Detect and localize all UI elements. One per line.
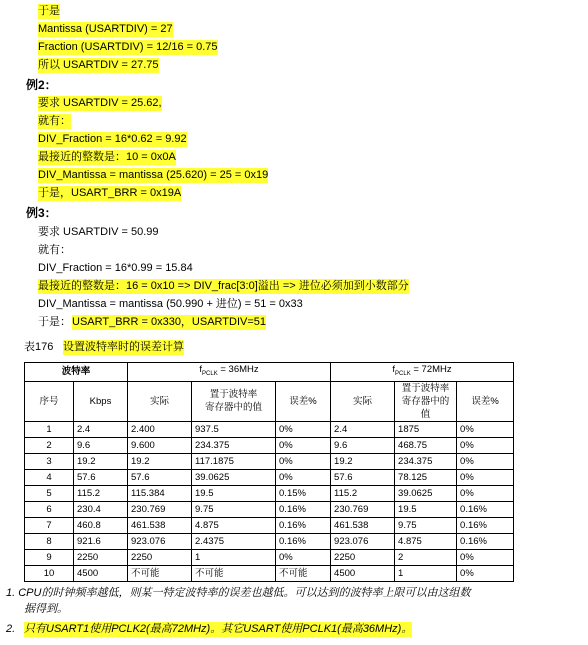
baud-rate-error-table bbox=[24, 362, 514, 582]
table-cell: 0% bbox=[457, 549, 514, 565]
baud-rate-header: 波特率 bbox=[25, 363, 128, 382]
table-cell: 234.375 bbox=[192, 437, 276, 453]
table-cell: 39.0625 bbox=[395, 485, 457, 501]
column-header: 误差% bbox=[276, 381, 331, 421]
table-cell: 921.6 bbox=[74, 533, 128, 549]
text-line: USART_BRR = 0x330，USARTDIV=51 bbox=[72, 316, 267, 328]
text-line: 1. CPU的时钟频率越低，则某一特定波特率的误差也越低。可以达到的波特率上限可以由这组数 bbox=[6, 587, 471, 599]
table-cell: 0.16% bbox=[276, 517, 331, 533]
table-cell: 57.6 bbox=[331, 469, 395, 485]
table-cell: 19.5 bbox=[192, 485, 276, 501]
table-cell: 115.2 bbox=[331, 485, 395, 501]
table-cell: 461.538 bbox=[331, 517, 395, 533]
table-cell: 230.769 bbox=[331, 501, 395, 517]
table-cell: 4.875 bbox=[192, 517, 276, 533]
table-cell: 0% bbox=[457, 565, 514, 581]
table-cell: 923.076 bbox=[331, 533, 395, 549]
table-cell: 0% bbox=[276, 469, 331, 485]
table-cell: 2.4375 bbox=[192, 533, 276, 549]
column-header: 置于波特率 寄存器中的值 bbox=[395, 381, 457, 421]
text-line: DIV_Mantissa = mantissa (25.620) = 25 = 0x19 bbox=[38, 169, 269, 181]
table-cell: 2.4 bbox=[74, 421, 128, 437]
text-line: 就有： bbox=[38, 115, 71, 127]
text-line: 据得到。 bbox=[24, 603, 68, 615]
table-cell: 0% bbox=[276, 453, 331, 469]
column-header: 实际 bbox=[128, 381, 192, 421]
table-cell: 不可能 bbox=[276, 565, 331, 581]
table-cell: 10 bbox=[25, 565, 74, 581]
table-cell: 1 bbox=[395, 565, 457, 581]
table-cell: 0.16% bbox=[276, 501, 331, 517]
text-line: 于是： bbox=[38, 316, 71, 328]
column-header: 实际 bbox=[331, 381, 395, 421]
table-cell: 39.0625 bbox=[192, 469, 276, 485]
table-row bbox=[25, 565, 514, 581]
table-cell: 460.8 bbox=[74, 517, 128, 533]
table-cell: 2 bbox=[395, 549, 457, 565]
table-cell: 115.384 bbox=[128, 485, 192, 501]
text-line: 最接近的整数是：16 = 0x10 => DIV_frac[3:0]溢出 => 进位必须加到小数部分 bbox=[38, 280, 409, 292]
text-line: 于是 bbox=[38, 5, 60, 17]
table-cell: 115.2 bbox=[74, 485, 128, 501]
text-line: 于是，USART_BRR = 0x19A bbox=[38, 187, 182, 199]
table-cell: 57.6 bbox=[74, 469, 128, 485]
column-header: Kbps bbox=[74, 381, 128, 421]
table-cell: 234.375 bbox=[395, 453, 457, 469]
text-line: 所以 USARTDIV = 27.75 bbox=[38, 59, 159, 71]
table-cell: 0.16% bbox=[457, 517, 514, 533]
text-line: 最接近的整数是：10 = 0x0A bbox=[38, 151, 176, 163]
table-cell: 2.4 bbox=[331, 421, 395, 437]
table-cell: 2250 bbox=[128, 549, 192, 565]
table-cell: 2250 bbox=[331, 549, 395, 565]
table-cell: 0.15% bbox=[276, 485, 331, 501]
table-cell: 1875 bbox=[395, 421, 457, 437]
table-row bbox=[25, 533, 514, 549]
column-header: 置于波特率 寄存器中的值 bbox=[192, 381, 276, 421]
table-cell: 923.076 bbox=[128, 533, 192, 549]
table-cell: 0% bbox=[276, 549, 331, 565]
table-cell: 不可能 bbox=[192, 565, 276, 581]
table-cell: 6 bbox=[25, 501, 74, 517]
table-cell: 4 bbox=[25, 469, 74, 485]
table-cell: 0.16% bbox=[276, 533, 331, 549]
table-cell: 0.16% bbox=[457, 501, 514, 517]
table-cell: 0% bbox=[276, 421, 331, 437]
text-line: 就有： bbox=[38, 244, 71, 256]
table-row bbox=[25, 501, 514, 517]
text-line: 要求 USARTDIV = 50.99 bbox=[38, 226, 159, 238]
text-line: 只有USART1使用PCLK2(最高72MHz)。其它USART使用PCLK1(最高36MHz)。 bbox=[24, 623, 413, 635]
table-cell: 0% bbox=[457, 453, 514, 469]
text-line: 表176 bbox=[24, 341, 54, 353]
table-cell: 9.6 bbox=[74, 437, 128, 453]
table-cell: 不可能 bbox=[128, 565, 192, 581]
text-line: DIV_Fraction = 16*0.99 = 15.84 bbox=[38, 262, 193, 274]
table-cell: 0% bbox=[457, 485, 514, 501]
table-cell: 230.769 bbox=[128, 501, 192, 517]
table-cell: 19.2 bbox=[331, 453, 395, 469]
table-cell: 468.75 bbox=[395, 437, 457, 453]
column-header: 误差% bbox=[457, 381, 514, 421]
table-cell: 19.5 bbox=[395, 501, 457, 517]
table-row bbox=[25, 453, 514, 469]
table-cell: 2.400 bbox=[128, 421, 192, 437]
table-cell: 78.125 bbox=[395, 469, 457, 485]
table-cell: 5 bbox=[25, 485, 74, 501]
table-cell: 1 bbox=[25, 421, 74, 437]
table-cell: 4500 bbox=[331, 565, 395, 581]
table-row bbox=[25, 437, 514, 453]
table-cell: 2 bbox=[25, 437, 74, 453]
table-cell: 0.16% bbox=[457, 533, 514, 549]
table-cell: 937.5 bbox=[192, 421, 276, 437]
text-line: Mantissa (USARTDIV) = 27 bbox=[38, 23, 173, 35]
text-line: 2. bbox=[6, 623, 16, 635]
table-cell: 19.2 bbox=[128, 453, 192, 469]
table-cell: 0% bbox=[276, 437, 331, 453]
column-header: 序号 bbox=[25, 381, 74, 421]
text-line: Fraction (USARTDIV) = 12/16 = 0.75 bbox=[38, 41, 218, 53]
table-cell: 461.538 bbox=[128, 517, 192, 533]
table-cell: 9.75 bbox=[395, 517, 457, 533]
table-cell: 230.4 bbox=[74, 501, 128, 517]
text-line: DIV_Fraction = 16*0.62 = 9.92 bbox=[38, 133, 187, 145]
table-cell: 0% bbox=[457, 437, 514, 453]
table-cell: 9.75 bbox=[192, 501, 276, 517]
text-line: 例2： bbox=[26, 78, 57, 92]
table-cell: 3 bbox=[25, 453, 74, 469]
table-cell: 117.1875 bbox=[192, 453, 276, 469]
text-line: 设置波特率时的误差计算 bbox=[63, 341, 184, 353]
table-cell: 9.600 bbox=[128, 437, 192, 453]
table-cell: 4500 bbox=[74, 565, 128, 581]
table-cell: 1 bbox=[192, 549, 276, 565]
text-line: 要求 USARTDIV = 25.62, bbox=[38, 97, 162, 109]
text-line: 例3： bbox=[26, 206, 57, 220]
table-cell: 0% bbox=[457, 469, 514, 485]
pclk-72mhz-header: $f_{PCLK} = 72MHz$ bbox=[331, 363, 514, 382]
table-row bbox=[25, 549, 514, 565]
table-cell: 19.2 bbox=[74, 453, 128, 469]
table-row bbox=[25, 517, 514, 533]
table-cell: 0% bbox=[457, 421, 514, 437]
table-cell: 7 bbox=[25, 517, 74, 533]
table-cell: 9 bbox=[25, 549, 74, 565]
table-row bbox=[25, 469, 514, 485]
table-cell: 57.6 bbox=[128, 469, 192, 485]
table-cell: 2250 bbox=[74, 549, 128, 565]
table-row bbox=[25, 485, 514, 501]
table-cell: 8 bbox=[25, 533, 74, 549]
table-cell: 9.6 bbox=[331, 437, 395, 453]
pclk-36mhz-header: $f_{PCLK} = 36MHz$ bbox=[128, 363, 331, 382]
text-line: DIV_Mantissa = mantissa (50.990 + 进位) = 51 = 0x33 bbox=[38, 298, 303, 310]
table-cell: 4.875 bbox=[395, 533, 457, 549]
table-row bbox=[25, 421, 514, 437]
